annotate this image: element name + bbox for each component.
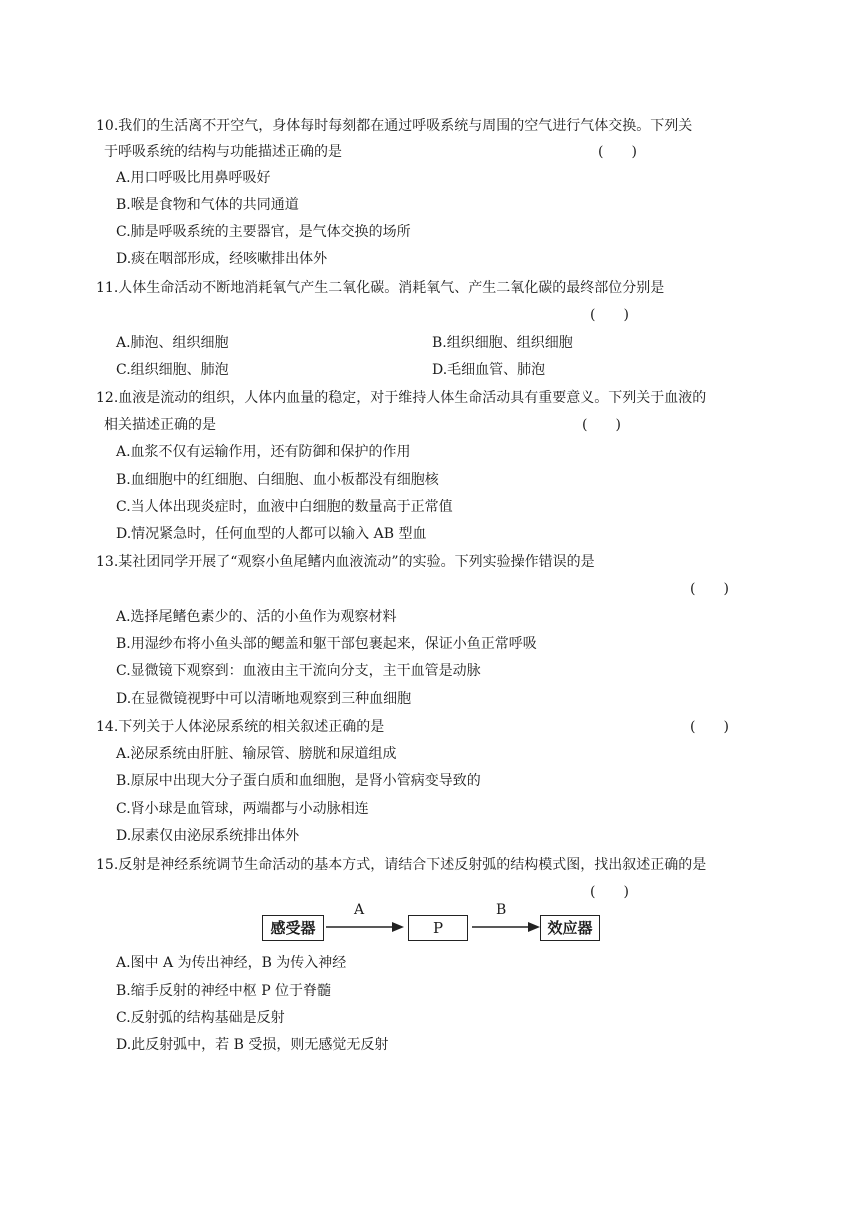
option-a: A.选择尾鳍色素少的、活的小鱼作为观察材料 bbox=[116, 609, 397, 625]
question-stem: 10.我们的生活离不开空气，身体每时每刻都在通过呼吸系统与周围的空气进行气体交换。下列关 bbox=[96, 118, 693, 134]
question-stem: 15.反射是神经系统调节生命活动的基本方式，请结合下述反射弧的结构模式图，找出叙述正确的是 bbox=[96, 857, 707, 873]
option-a: A.用口呼吸比用鼻呼吸好 bbox=[116, 170, 271, 186]
option-c: C.显微镜下观察到：血液由主干流向分支，主干血管是动脉 bbox=[116, 663, 481, 679]
option-c: C.组织细胞、肺泡 bbox=[116, 362, 229, 378]
answer-bracket: ( ) bbox=[590, 307, 629, 323]
question-stem: 相关描述正确的是 bbox=[104, 417, 216, 433]
option-c: C.当人体出现炎症时，血液中白细胞的数量高于正常值 bbox=[116, 499, 453, 515]
option-c: C.反射弧的结构基础是反射 bbox=[116, 1010, 285, 1026]
option-c: C.肺是呼吸系统的主要器官，是气体交换的场所 bbox=[116, 224, 411, 240]
question-stem: 14.下列关于人体泌尿系统的相关叙述正确的是 bbox=[96, 719, 385, 735]
question-stem: 13.某社团同学开展了“观察小鱼尾鳍内血液流动”的实验。下列实验操作错误的是 bbox=[96, 554, 595, 570]
question-stem: 12.血液是流动的组织，人体内血量的稳定，对于维持人体生命活动具有重要意义。下列关于血液的 bbox=[96, 390, 707, 406]
option-a: A.泌尿系统由肝脏、输尿管、膀胱和尿道组成 bbox=[116, 746, 397, 762]
option-d: D.痰在咽部形成，经咳嗽排出体外 bbox=[116, 251, 328, 267]
option-a: A.肺泡、组织细胞 bbox=[116, 335, 229, 351]
option-b: B.用湿纱布将小鱼头部的鳃盖和躯干部包裹起来，保证小鱼正常呼吸 bbox=[116, 636, 537, 652]
answer-bracket: ( ) bbox=[598, 144, 637, 160]
question-stem: 11.人体生命活动不断地消耗氧气产生二氧化碳。消耗氧气、产生二氧化碳的最终部位分别是 bbox=[96, 280, 665, 296]
option-b: B.组织细胞、组织细胞 bbox=[432, 335, 573, 351]
option-a: A.图中 A 为传出神经，B 为传入神经 bbox=[116, 955, 347, 971]
arrow-a-label: A bbox=[354, 902, 365, 918]
option-d: D.在显微镜视野中可以清晰地观察到三种血细胞 bbox=[116, 691, 412, 707]
answer-bracket: ( ) bbox=[690, 719, 729, 735]
arrow-b bbox=[470, 918, 542, 936]
option-b: B.原尿中出现大分子蛋白质和血细胞，是肾小管病变导致的 bbox=[116, 773, 481, 789]
reflex-arc-diagram bbox=[262, 904, 614, 946]
option-b: B.缩手反射的神经中枢 P 位于脊髓 bbox=[116, 983, 332, 999]
arrow-b-label: B bbox=[496, 902, 507, 918]
question-stem: 于呼吸系统的结构与功能描述正确的是 bbox=[104, 144, 342, 160]
option-c: C.肾小球是血管球，两端都与小动脉相连 bbox=[116, 801, 369, 817]
option-d: D.情况紧急时，任何血型的人都可以输入 AB 型血 bbox=[116, 526, 427, 542]
option-b: B.喉是食物和气体的共同通道 bbox=[116, 197, 299, 213]
option-a: A.血浆不仅有运输作用，还有防御和保护的作用 bbox=[116, 444, 411, 460]
receptor-box: 感受器 bbox=[262, 915, 324, 941]
arrow-a bbox=[324, 918, 406, 936]
effector-box: 效应器 bbox=[540, 915, 600, 941]
answer-bracket: ( ) bbox=[690, 581, 729, 597]
option-d: D.此反射弧中，若 B 受损，则无感觉无反射 bbox=[116, 1037, 389, 1053]
nerve-center-box: P bbox=[408, 915, 468, 941]
option-d: D.毛细血管、肺泡 bbox=[432, 362, 546, 378]
option-b: B.血细胞中的红细胞、白细胞、血小板都没有细胞核 bbox=[116, 472, 439, 488]
answer-bracket: ( ) bbox=[582, 417, 621, 433]
answer-bracket: ( ) bbox=[590, 884, 629, 900]
option-d: D.尿素仅由泌尿系统排出体外 bbox=[116, 828, 300, 844]
